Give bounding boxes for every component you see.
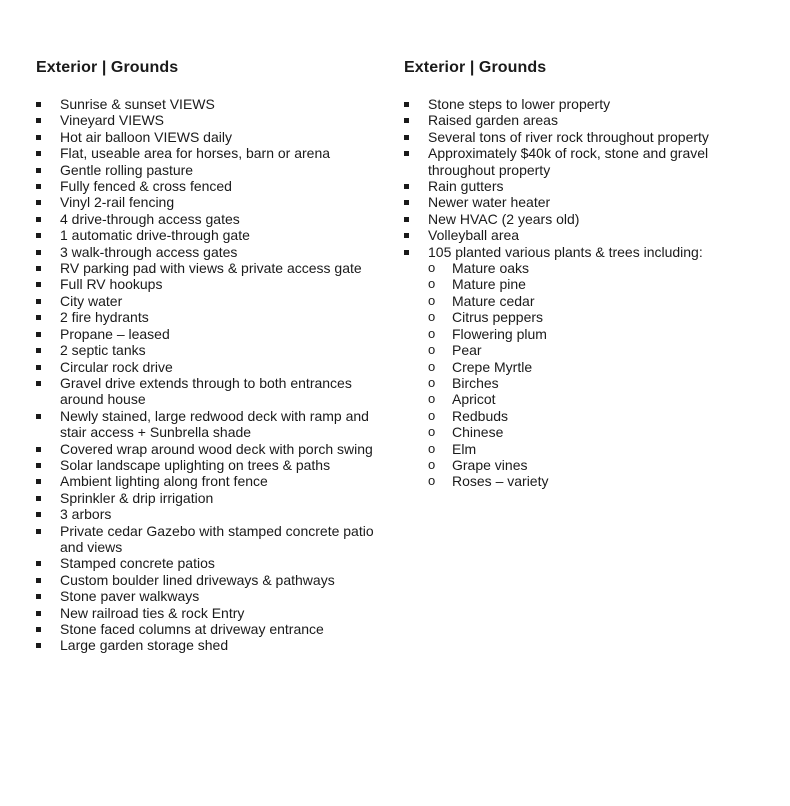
list-item: Stone faced columns at driveway entrance <box>36 621 386 637</box>
list-item: RV parking pad with views & private access gate <box>36 260 386 276</box>
list-item: City water <box>36 293 386 309</box>
list-item: Gravel drive extends through to both entrances around house <box>36 375 386 408</box>
sub-list-item: o Mature cedar <box>404 293 744 309</box>
sub-list-item: o Grape vines <box>404 457 744 473</box>
list-item: Circular rock drive <box>36 359 386 375</box>
list-item: Rain gutters <box>404 178 744 194</box>
left-feature-list <box>36 96 386 654</box>
list-item: Newer water heater <box>404 194 744 210</box>
list-item: Sunrise & sunset VIEWS <box>36 96 386 112</box>
list-item: Several tons of river rock throughout property <box>404 129 744 145</box>
sub-list-item: o Apricot <box>404 391 744 407</box>
list-item: Raised garden areas <box>404 112 744 128</box>
list-item: 3 walk-through access gates <box>36 244 386 260</box>
list-item: 2 septic tanks <box>36 342 386 358</box>
list-item: Covered wrap around wood deck with porch swing <box>36 441 386 457</box>
list-item: Fully fenced & cross fenced <box>36 178 386 194</box>
sub-list-item: o Elm <box>404 441 744 457</box>
list-item: 1 automatic drive-through gate <box>36 227 386 243</box>
list-item: Gentle rolling pasture <box>36 162 386 178</box>
list-item: 4 drive-through access gates <box>36 211 386 227</box>
list-item: Propane – leased <box>36 326 386 342</box>
list-item: Newly stained, large redwood deck with ramp and stair access + Sunbrella shade <box>36 408 386 441</box>
sub-list-item: o Pear <box>404 342 744 358</box>
list-item: Stamped concrete patios <box>36 555 386 571</box>
list-item: Private cedar Gazebo with stamped concrete patio and views <box>36 523 386 556</box>
right-section-heading: Exterior | Grounds <box>404 59 547 76</box>
list-item: New HVAC (2 years old) <box>404 211 744 227</box>
sub-list-item: o Mature pine <box>404 276 744 292</box>
list-item: Vinyl 2-rail fencing <box>36 194 386 210</box>
list-item: Stone paver walkways <box>36 588 386 604</box>
sub-list-item: o Birches <box>404 375 744 391</box>
sub-list-item: o Roses – variety <box>404 473 744 489</box>
left-column <box>36 58 386 654</box>
list-item: Vineyard VIEWS <box>36 112 386 128</box>
list-item: Large garden storage shed <box>36 637 386 653</box>
list-item: New railroad ties & rock Entry <box>36 605 386 621</box>
sub-list-item: o Flowering plum <box>404 326 744 342</box>
list-item: Hot air balloon VIEWS daily <box>36 129 386 145</box>
list-item: Custom boulder lined driveways & pathways <box>36 572 386 588</box>
list-item: Flat, useable area for horses, barn or arena <box>36 145 386 161</box>
list-item: Sprinkler & drip irrigation <box>36 490 386 506</box>
left-section-heading: Exterior | Grounds <box>36 59 179 76</box>
list-item: Stone steps to lower property <box>404 96 744 112</box>
right-column <box>404 58 744 490</box>
list-item: Full RV hookups <box>36 276 386 292</box>
list-item: Approximately $40k of rock, stone and gravel throughout property <box>404 145 744 178</box>
list-item: Ambient lighting along front fence <box>36 473 386 489</box>
sub-list-item: o Mature oaks <box>404 260 744 276</box>
list-item: Solar landscape uplighting on trees & paths <box>36 457 386 473</box>
sub-list-item: o Chinese <box>404 424 744 440</box>
list-item: 105 planted various plants & trees including: <box>404 244 744 260</box>
plants-sublist <box>404 260 744 490</box>
sub-list-item: o Redbuds <box>404 408 744 424</box>
list-item: 3 arbors <box>36 506 386 522</box>
list-item: 2 fire hydrants <box>36 309 386 325</box>
list-item: Volleyball area <box>404 227 744 243</box>
sub-list-item: o Citrus peppers <box>404 309 744 325</box>
right-feature-list <box>404 96 744 260</box>
sub-list-item: o Crepe Myrtle <box>404 359 744 375</box>
